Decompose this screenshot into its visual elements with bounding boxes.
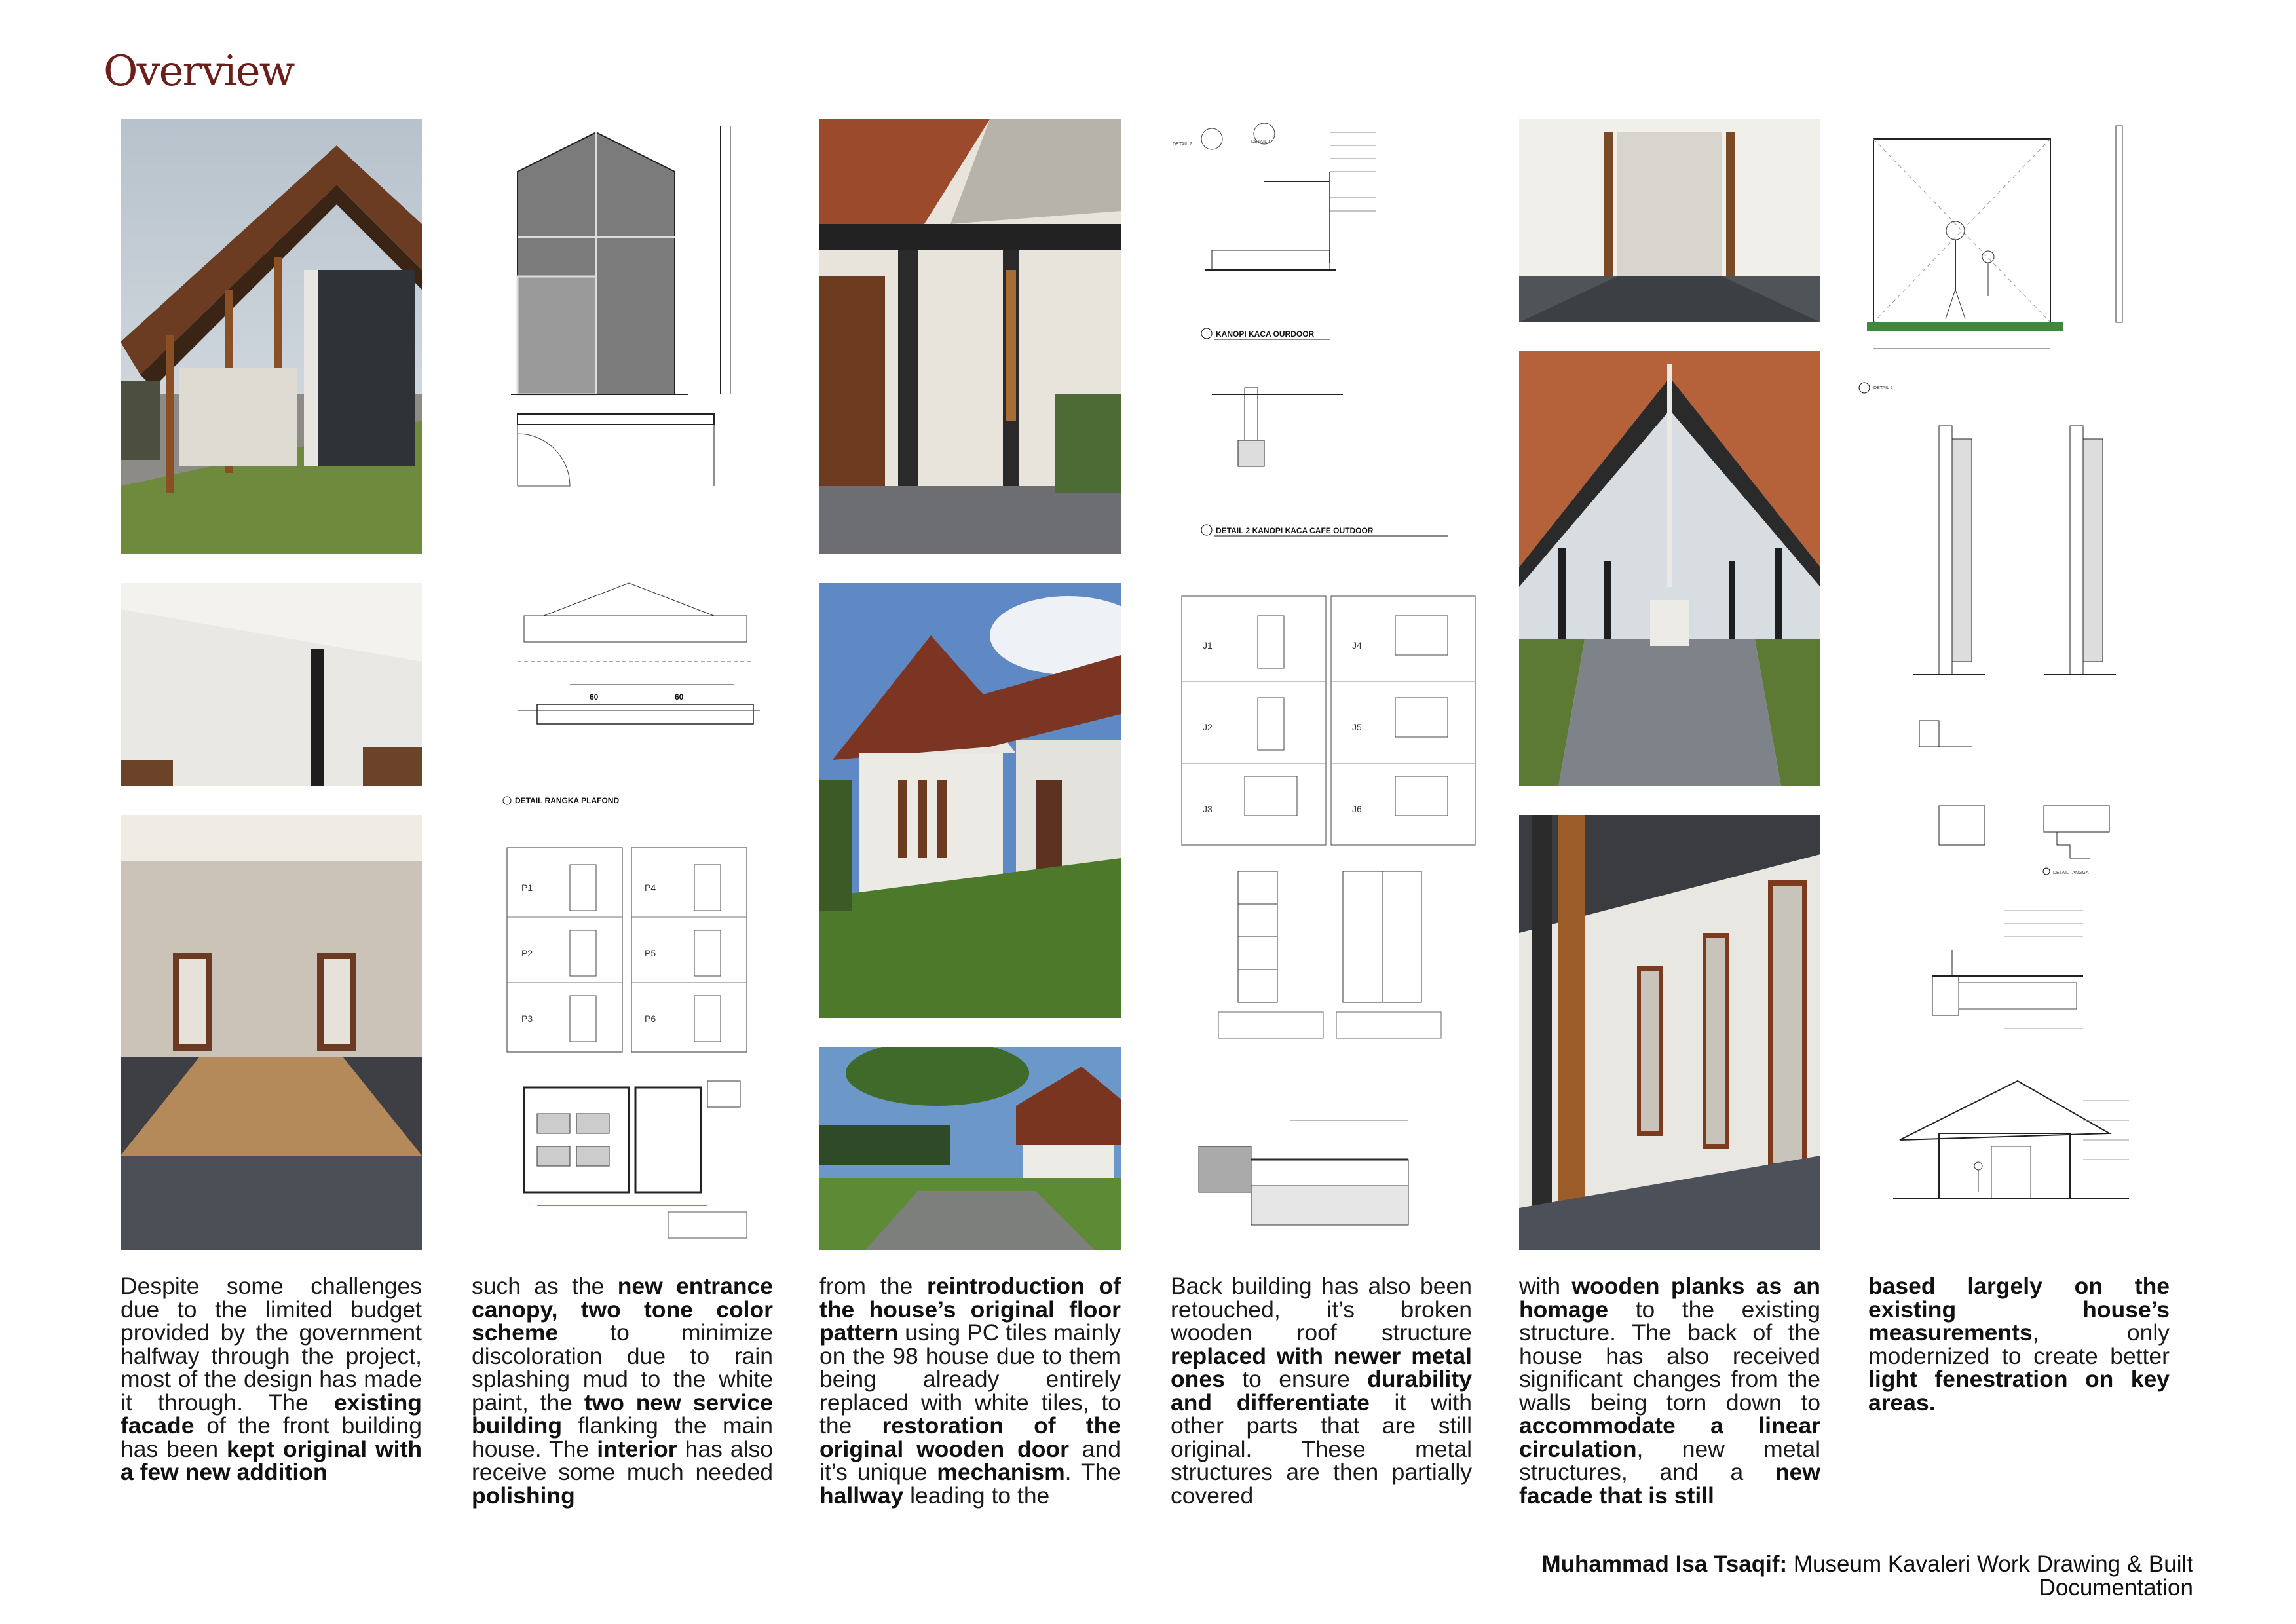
bold-text-run: polishing	[472, 1482, 575, 1509]
text-run: has also receive some much needed	[472, 1435, 774, 1485]
door-code-p4: P4	[645, 882, 656, 893]
bold-text-run: light fenestration on key areas.	[1868, 1366, 2170, 1416]
text-run: . The	[1064, 1459, 1121, 1485]
bold-text-run: new facade that is still	[1519, 1459, 1820, 1509]
paragraph-2	[472, 1275, 773, 1507]
floor-detail-drawing	[1913, 897, 2136, 1068]
photo-interior-corner	[121, 583, 422, 786]
drawing-window-schedule	[1179, 590, 1480, 852]
bold-text-run: replaced with newer metal ones	[1171, 1342, 1472, 1392]
label-detail-2-kanopi: DETAIL 2 KANOPI KACA CAFE OUTDOOR	[1216, 526, 1374, 535]
text-run: to minimize discoloration due to rain splashing mud to the white paint, the	[472, 1319, 773, 1416]
text-run: leading to the	[903, 1482, 1050, 1509]
window-code-j2: J2	[1203, 722, 1213, 732]
drawing-wall-details	[1900, 413, 2142, 780]
text-run: Despite some challenges due to the limited budget provided by the government halfway through the project, most of the design has made it through. The	[121, 1273, 422, 1416]
building-section-drawing	[1893, 1074, 2142, 1225]
text-run: with	[1519, 1273, 1572, 1299]
garden-path-image	[819, 1047, 1121, 1250]
label-detail-tangga: DETAIL TANGGA	[2053, 871, 2089, 875]
bold-text-run: new entrance canopy, two tone color scheme	[472, 1273, 773, 1346]
paragraph-5	[1519, 1275, 1820, 1507]
photo-new-facade	[1519, 815, 1820, 1250]
text-run: using PC tiles mainly on the 98 house due to them being already entirely replaced with white tiles, to the	[819, 1319, 1121, 1439]
door-code-p2: P2	[521, 948, 533, 958]
photo-roof-walkway	[1519, 351, 1820, 786]
photo-house-exterior	[819, 583, 1121, 1018]
new-facade-image	[1519, 815, 1820, 1250]
text-run: , new metal structures, and a	[1519, 1435, 1820, 1485]
photo-front-facade	[121, 119, 422, 554]
text-run: flanking the main house. The	[472, 1412, 773, 1462]
window-code-j1: J1	[1203, 640, 1213, 651]
text-run: to ensure	[1224, 1366, 1368, 1392]
bold-text-run: reintroduction of the house’s original floor pattern	[819, 1273, 1121, 1346]
roof-walkway-image	[1519, 351, 1820, 786]
text-run: , only modernized to create better	[1868, 1319, 2170, 1369]
kanopi-detail-drawing	[1173, 119, 1474, 552]
door-code-p1: P1	[521, 882, 533, 893]
window-elevation-drawing	[1212, 865, 1461, 1042]
paragraph-6	[1868, 1275, 2170, 1414]
bold-text-run: based largely on the existing house’s measurements	[1868, 1273, 2170, 1346]
drawing-window-elevation	[1212, 865, 1461, 1042]
rangka-plafond-drawing	[498, 576, 773, 812]
front-facade-image	[121, 119, 422, 554]
interior-hall-image	[121, 815, 422, 1250]
text-run: such as the	[472, 1273, 618, 1299]
drawing-building-section	[1893, 1074, 2142, 1225]
bold-text-run: interior	[597, 1435, 677, 1462]
door-code-p5: P5	[645, 948, 656, 958]
drawing-door-schedule	[504, 845, 753, 1055]
bold-text-run: mechanism	[937, 1459, 1065, 1485]
footer-title: Museum Kavaleri Work Drawing & Built Documentation	[1793, 1551, 2193, 1600]
photo-entrance-canopy	[819, 119, 1121, 554]
label-detail-1: DETAIL 1	[1251, 140, 1271, 144]
house-exterior-image	[819, 583, 1121, 1018]
door-code-p3: P3	[521, 1013, 533, 1024]
floor-section-drawing	[1192, 1081, 1467, 1245]
entrance-canopy-image	[819, 119, 1121, 554]
interior-corner-image	[121, 583, 422, 786]
door-code-p6: P6	[645, 1013, 656, 1024]
dim-60-b: 60	[675, 692, 684, 702]
door-schedule-drawing	[504, 845, 753, 1055]
paragraph-3	[819, 1275, 1121, 1507]
bold-text-run: restoration of the original wooden door	[819, 1412, 1121, 1462]
photo-garden-path	[819, 1047, 1121, 1250]
label-detail-2: DETAIL 2	[1173, 142, 1192, 147]
footer-credit	[1407, 1553, 2193, 1600]
text-run: and it’s unique	[819, 1435, 1121, 1485]
photo-interior-hall	[121, 815, 422, 1250]
floor-plan-drawing	[511, 1074, 760, 1245]
drawing-kanopi-detail	[1173, 119, 1474, 552]
window-code-j6: J6	[1352, 804, 1362, 814]
drawing-stair-detail	[1932, 799, 2129, 884]
footer-author: Muhammad Isa Tsaqif:	[1541, 1551, 1788, 1577]
drawing-canopy-elevation	[472, 119, 773, 538]
label-detail-2-small: DETAIL 2	[1873, 386, 1893, 390]
bold-text-run: two new service building	[472, 1389, 773, 1439]
bold-text-run: accommodate a linear circulation	[1519, 1412, 1820, 1462]
label-detail-rangka-plafond: DETAIL RANGKA PLAFOND	[515, 796, 620, 805]
photo-back-corridor	[1519, 119, 1820, 322]
drawing-floor-detail	[1913, 897, 2136, 1068]
page-title: Overview	[104, 47, 294, 96]
paragraph-4	[1171, 1275, 1472, 1507]
window-code-j3: J3	[1203, 804, 1213, 814]
dim-60-a: 60	[590, 692, 599, 702]
text-run: it with other parts that are still original. These metal structures are then partially covered	[1171, 1389, 1473, 1509]
window-schedule-drawing	[1179, 590, 1480, 852]
drawing-floor-section	[1192, 1081, 1467, 1245]
drawing-facade-section	[1854, 119, 2142, 401]
wall-details-drawing	[1900, 413, 2142, 780]
text-run: to the existing structure. The back of the house has also received significant changes from the walls being torn down to	[1519, 1296, 1820, 1416]
drawing-floor-plan	[511, 1074, 760, 1245]
facade-section-drawing	[1854, 119, 2142, 401]
bold-text-run: existing facade	[121, 1389, 422, 1439]
bold-text-run: kept original with a few new addition	[121, 1435, 422, 1485]
stair-detail-drawing	[1932, 799, 2129, 884]
text-run: Back building has also been retouched, it’s broken wooden roof structure	[1171, 1273, 1472, 1346]
paragraph-1	[121, 1275, 422, 1484]
canopy-elevation-drawing	[472, 119, 773, 538]
bold-text-run: wooden planks as an homage	[1519, 1273, 1820, 1323]
text-run: from the	[819, 1273, 928, 1299]
text-run: of the front building has been	[121, 1412, 422, 1462]
bold-text-run: hallway	[819, 1482, 904, 1509]
window-code-j4: J4	[1352, 640, 1362, 651]
bold-text-run: durability and differentiate	[1171, 1366, 1472, 1416]
drawing-rangka-plafond	[498, 576, 773, 812]
window-code-j5: J5	[1352, 722, 1362, 732]
label-kanopi-kaca-outdoor: KANOPI KACA OURDOOR	[1216, 330, 1315, 339]
back-corridor-image	[1519, 119, 1820, 322]
